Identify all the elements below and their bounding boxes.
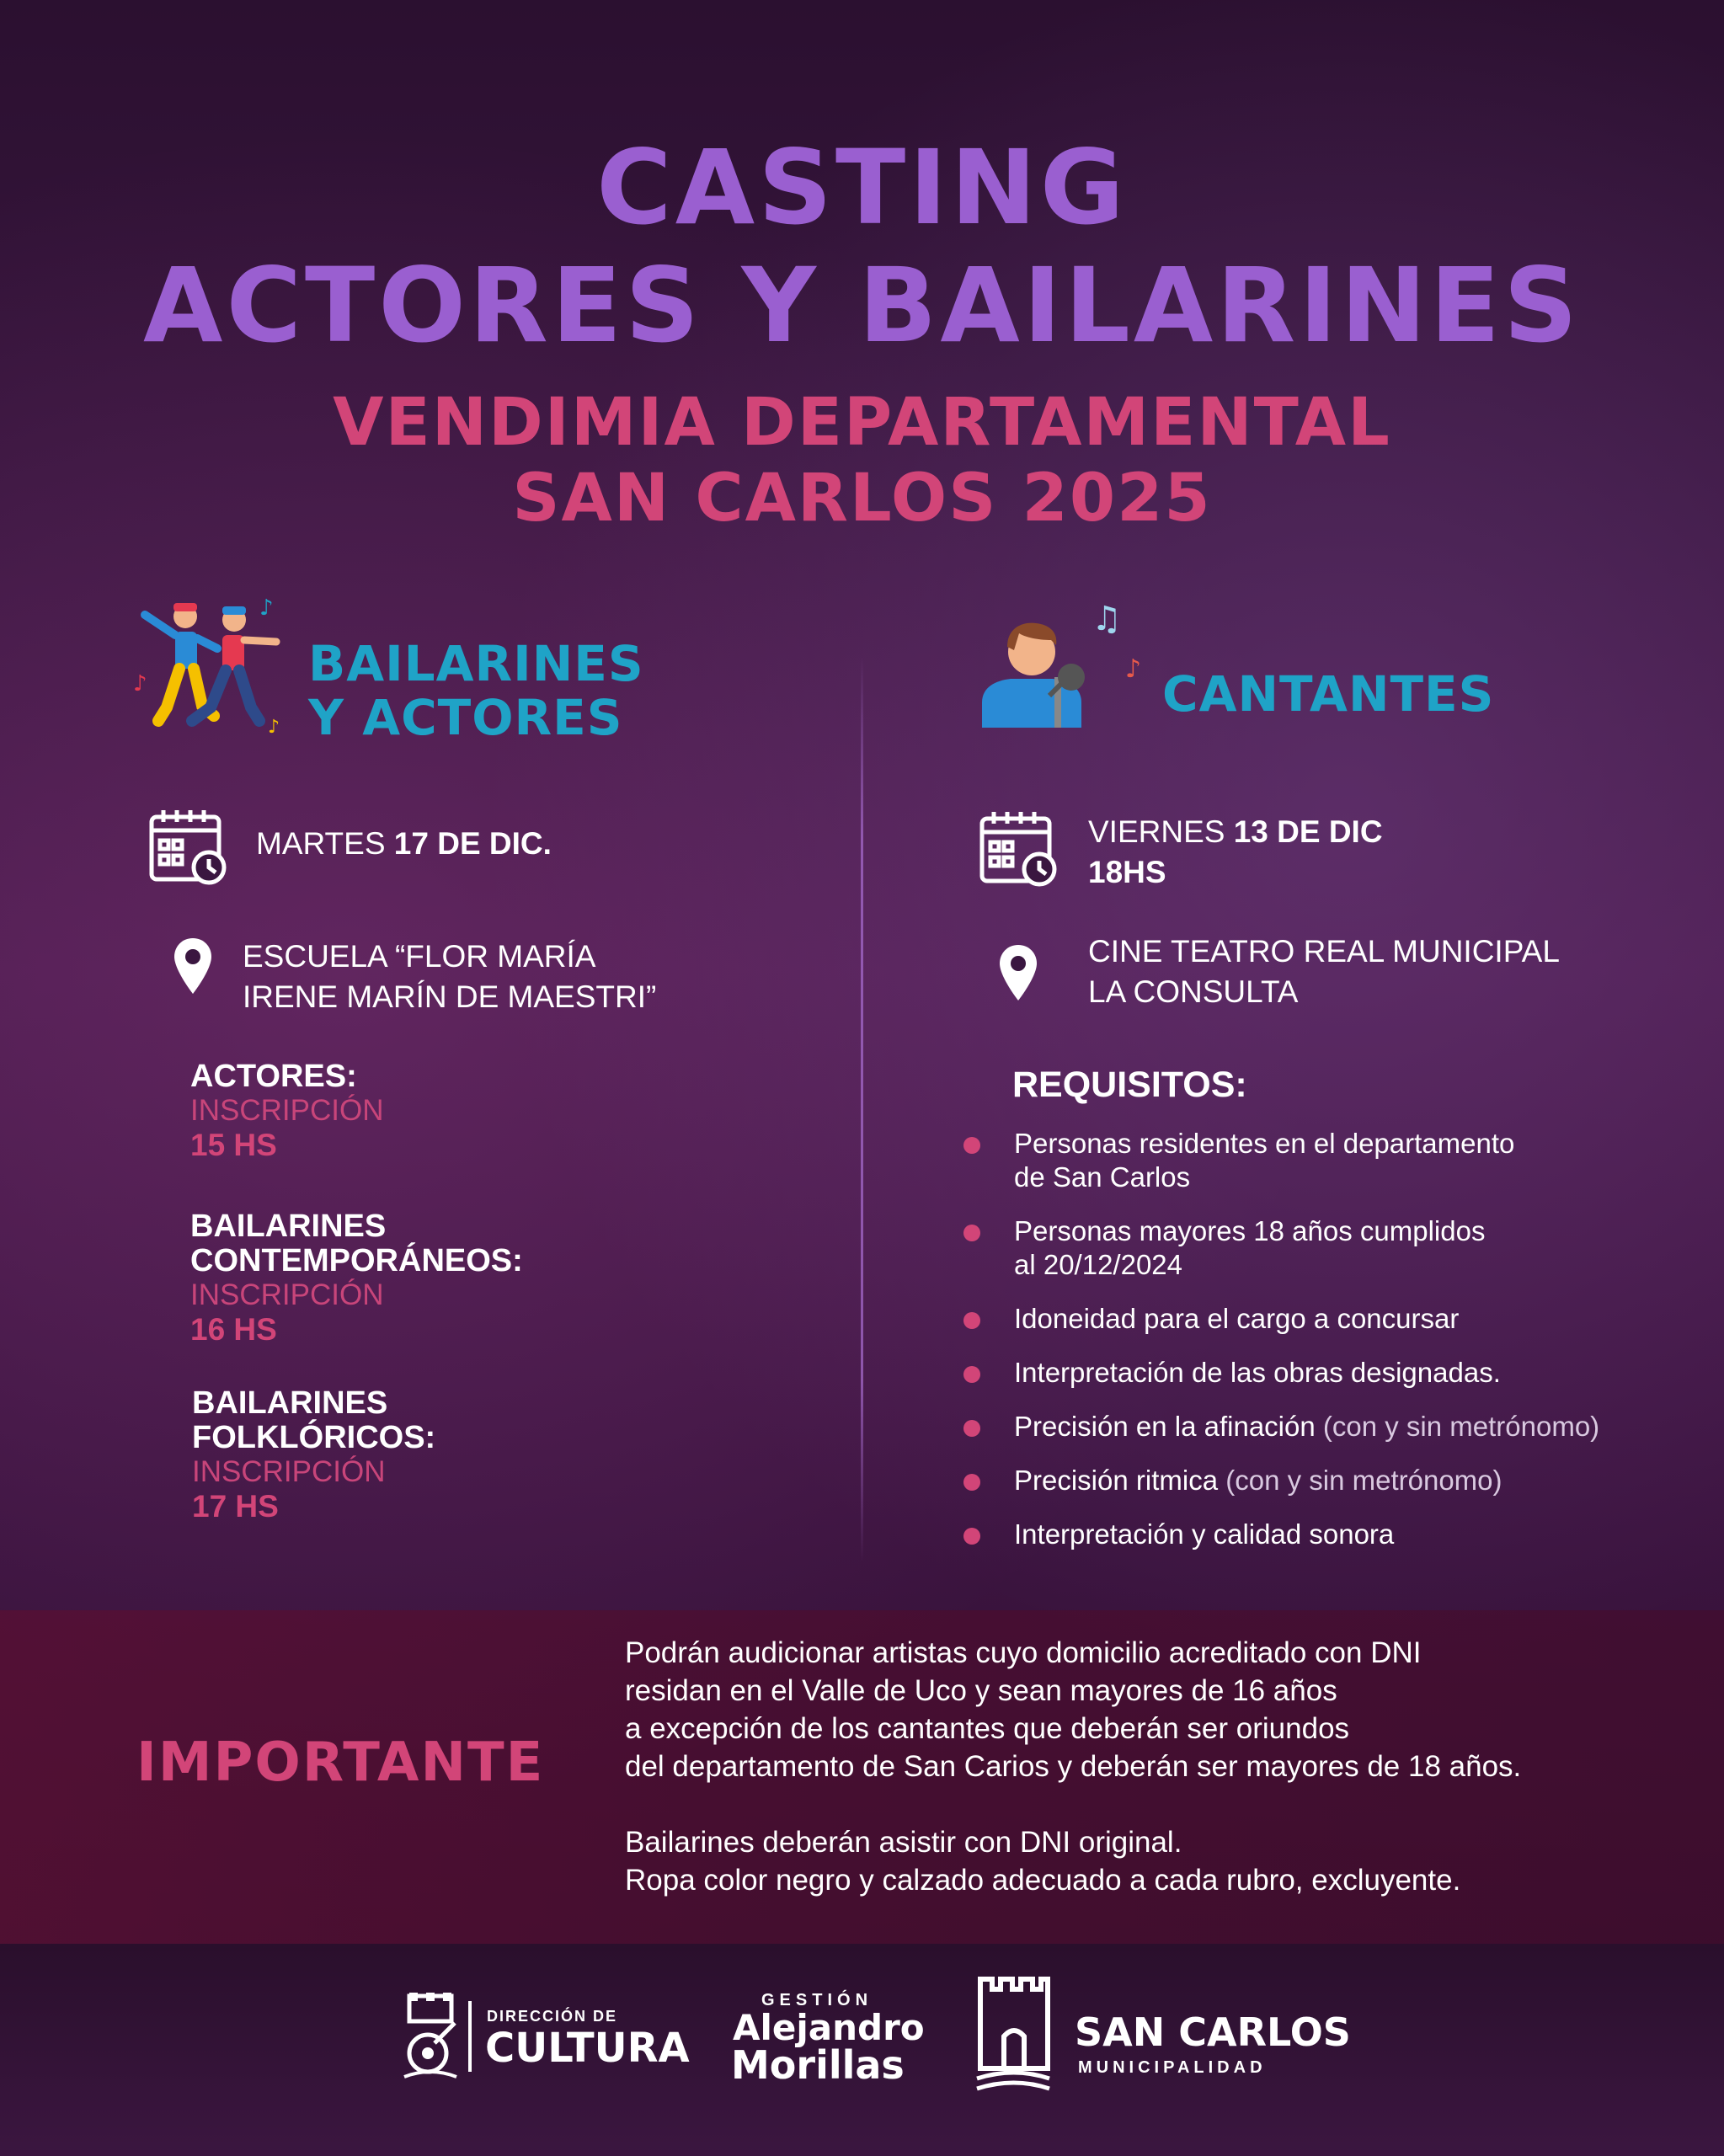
requirement-item	[963, 1127, 1705, 1194]
title-casting: CASTING	[596, 128, 1128, 248]
category-hour: 16 HS	[190, 1312, 277, 1347]
requirements-list	[963, 1127, 1705, 1551]
category-name: BAILARINES	[190, 1209, 387, 1244]
svg-text:♫: ♫	[1092, 600, 1122, 638]
right-place-line2: LA CONSULTA	[1088, 974, 1299, 1009]
important-paragraph-1: Podrán audicionar artistas cuyo domicilio acreditado con DNI residan en el Valle de Uco y sean mayores de 16 años a excepción de los cantantes que deberán ser oriundos del departamento de San Carios y deberán ser mayores de 18 años.	[625, 1636, 1522, 1783]
singer-icon	[977, 596, 1154, 731]
svg-text:♪: ♪	[1125, 654, 1142, 684]
section-title-bailarines: BAILARINES	[308, 635, 644, 692]
important-paragraph-2: Bailarines deberán asistir con DNI original. Ropa color negro y calzado adecuado a cada rubro, excluyente.	[625, 1826, 1461, 1897]
category-name-2: FOLKLÓRICOS:	[192, 1420, 436, 1455]
category-hour: 17 HS	[192, 1489, 279, 1524]
category-actores	[190, 1059, 383, 1163]
left-date-bold: 17 DE DIC.	[393, 826, 552, 861]
category-inscripcion: INSCRIPCIÓN	[190, 1094, 384, 1127]
requirement-item	[963, 1302, 1705, 1336]
category-contemporaneos	[190, 1209, 523, 1348]
important-text	[625, 1634, 1703, 1899]
right-date-bold: 13 DE DIC	[1233, 814, 1383, 849]
requirement-text: Precisión ritmica	[1014, 1465, 1226, 1496]
subtitle-vendimia: VENDIMIA DEPARTAMENTAL	[333, 385, 1391, 461]
category-hour: 15 HS	[190, 1128, 277, 1162]
title-actores-bailarines: ACTORES Y BAILARINES	[143, 246, 1581, 366]
location-pin-icon-right	[997, 943, 1039, 1006]
left-place-line2: IRENE MARÍN DE MAESTRI”	[243, 979, 657, 1014]
left-place-line1: ESCUELA “FLOR MARÍA	[243, 939, 596, 974]
guitar-icon	[401, 1993, 460, 2085]
category-inscripcion: INSCRIPCIÓN	[192, 1455, 386, 1488]
san-carlos-small-text: MUNICIPALIDAD	[1078, 2058, 1267, 2077]
requirement-text: Interpretación y calidad sonora	[1014, 1518, 1395, 1550]
requirement-text: Personas mayores 18 años cumplidos	[1014, 1215, 1486, 1246]
requirement-item	[963, 1464, 1705, 1497]
category-name-2: CONTEMPORÁNEOS:	[190, 1243, 523, 1278]
requirement-text: Precisión en la afinación	[1014, 1411, 1323, 1442]
right-time: 18HS	[1088, 855, 1166, 889]
gestion-small-text: GESTIÓN	[761, 1991, 873, 2009]
requirement-text: Interpretación de las obras designadas.	[1014, 1357, 1501, 1388]
important-title: IMPORTANTE	[136, 1732, 545, 1794]
san-carlos-big-text: SAN CARLOS	[1075, 2009, 1351, 2055]
column-divider	[861, 657, 863, 1562]
calendar-icon-right	[979, 808, 1059, 894]
requirement-text-2: al 20/12/2024	[1014, 1249, 1183, 1280]
svg-text:♪: ♪	[268, 717, 280, 738]
requirement-item	[963, 1214, 1705, 1282]
svg-text:♪: ♪	[133, 671, 147, 696]
left-date	[256, 824, 552, 863]
requirement-note: (con y sin metrónomo)	[1225, 1465, 1502, 1496]
requirement-note: (con y sin metrónomo)	[1322, 1411, 1600, 1442]
section-title-actores: Y ACTORES	[308, 689, 623, 746]
dancers-icon	[133, 598, 285, 741]
requirement-text: Personas residentes en el departamento	[1014, 1128, 1515, 1159]
svg-text:♪: ♪	[259, 598, 274, 621]
requirement-text-2: de San Carlos	[1014, 1161, 1191, 1193]
right-date-day: VIERNES	[1088, 814, 1234, 849]
requirement-text: Idoneidad para el cargo a concursar	[1014, 1303, 1460, 1334]
gestion-name-1: Alejandro	[733, 2007, 925, 2048]
category-folkloricos	[192, 1386, 435, 1524]
cultura-logo	[401, 1993, 460, 2089]
cultura-big-text: CULTURA	[485, 2025, 690, 2072]
left-date-day: MARTES	[256, 826, 394, 861]
castle-icon	[975, 1976, 1051, 2098]
requirement-item	[963, 1410, 1705, 1444]
cultura-small-text: DIRECCIÓN DE	[487, 2008, 618, 2025]
right-place-line1: CINE TEATRO REAL MUNICIPAL	[1088, 934, 1560, 969]
right-date	[1088, 812, 1383, 851]
category-name: BAILARINES	[192, 1385, 388, 1421]
subtitle-san-carlos: SAN CARLOS 2025	[512, 461, 1212, 536]
requirement-item	[963, 1518, 1705, 1551]
cultura-divider	[468, 2001, 472, 2072]
calendar-icon	[148, 807, 229, 892]
category-name: ACTORES:	[190, 1059, 357, 1094]
gestion-name-2: Morillas	[731, 2042, 905, 2088]
requirement-item	[963, 1356, 1705, 1390]
section-title-cantantes: CANTANTES	[1162, 665, 1495, 723]
location-pin-icon	[172, 937, 214, 1000]
category-inscripcion: INSCRIPCIÓN	[190, 1278, 384, 1311]
requisitos-title: REQUISITOS:	[1012, 1065, 1247, 1105]
